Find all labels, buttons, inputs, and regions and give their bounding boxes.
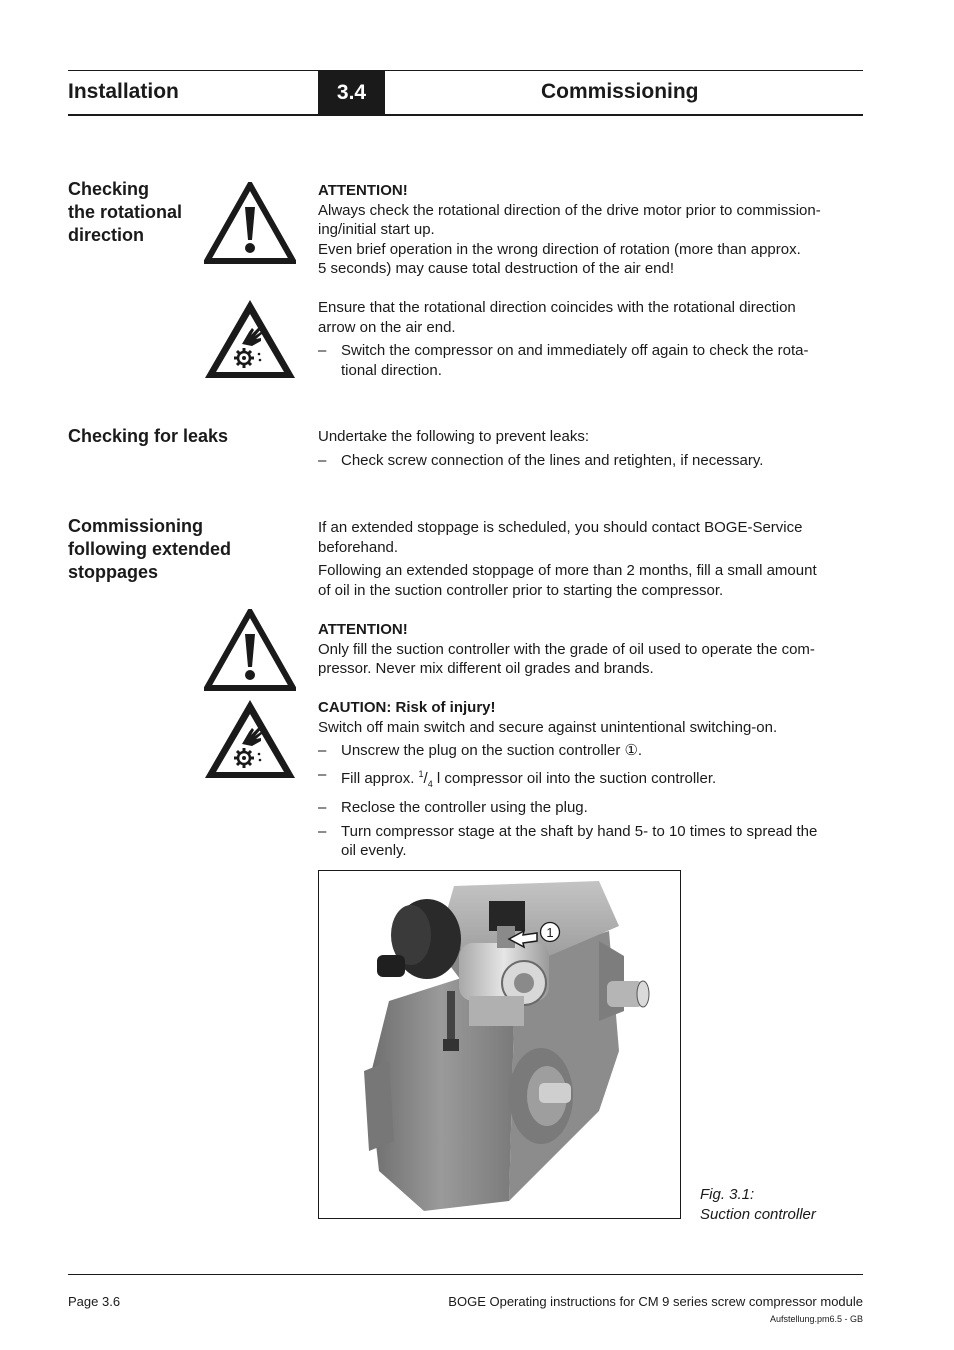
attention-text: Always check the rotational direction of the drive motor prior to commission- ing/initial start up. Even brief operation in the wrong direction of rotation (more than approx. 5 seconds) may cause total destruction of the air end!	[318, 201, 821, 277]
figure-frame	[318, 870, 681, 1219]
section-title: Commissioning	[541, 80, 699, 103]
rotation-section-title: Checking the rotational direction	[68, 179, 183, 245]
list-item: – Fill approx. $^1/_4$ l compressor oil into the suction controller.	[318, 765, 717, 789]
stoppage-attention-block: ATTENTION! Only fill the suction controller with the grade of oil used to operate the com- pressor. Never mix different oil grades and brands.	[318, 620, 866, 679]
file-reference: Aufstellung.pm6.5 - GB	[769, 1314, 863, 1324]
stoppage-section-title: Commissioning following extended stoppages	[68, 516, 232, 582]
header-bottom-rule	[68, 114, 863, 116]
attention-label: ATTENTION!	[318, 621, 408, 638]
rotation-ensure-block: Ensure that the rotational direction coincides with the rotational direction arrow on the air end. – Switch the compressor on and immediately off again to check the rota- tional direction.	[318, 298, 866, 380]
warning-triangle-icon	[204, 182, 296, 264]
warning-triangle-icon	[204, 609, 296, 691]
stoppage-caution-block: CAUTION: Risk of injury! Switch off main switch and secure against unintentional switching-on. – Unscrew the plug on the suction controller ①. – Fill approx. $^1/_4$ l compressor oil into the suction controller. – Reclose the controller using the plug. – Turn compressor stage at the shaft by hand 5- to 10 times to spread the oil evenly.	[318, 698, 866, 861]
rotation-attention-block	[318, 181, 866, 279]
hand-injury-gear-icon	[204, 698, 296, 780]
list-item: – Turn compressor stage at the shaft by hand 5- to 10 times to spread the oil evenly.	[318, 822, 818, 859]
caution-label: CAUTION: Risk of injury!	[318, 699, 496, 716]
callout-number: 1	[546, 925, 554, 940]
header-top-rule	[68, 70, 863, 71]
chapter-title: Installation	[68, 80, 179, 103]
list-item: – Check screw connection of the lines and retighten, if necessary.	[318, 451, 764, 469]
list-item: – Unscrew the plug on the suction controller ①.	[318, 742, 643, 759]
list-item: – Reclose the controller using the plug.	[318, 799, 588, 816]
document-title: BOGE Operating instructions for CM 9 series screw compressor module	[448, 1294, 863, 1309]
page-number: Page 3.6	[68, 1294, 121, 1309]
hand-injury-gear-icon	[204, 298, 296, 380]
stoppage-intro-block: If an extended stoppage is scheduled, you should contact BOGE-Service beforehand. Following an extended stoppage of more than 2 months, fill a small amount of oil in the suction controller prior to starting the compressor.	[318, 519, 817, 599]
list-item: – Switch the compressor on and immediately off again to check the rota- tional direction.	[318, 342, 809, 379]
compressor-module-illustration	[319, 871, 680, 1218]
section-number-badge: 3.4	[318, 71, 385, 115]
leaks-block: Undertake the following to prevent leaks: – Check screw connection of the lines and retighten, if necessary.	[318, 427, 866, 470]
attention-label: ATTENTION!	[318, 182, 408, 199]
footer-rule	[68, 1274, 863, 1275]
leaks-section-title: Checking for leaks	[68, 426, 229, 446]
figure-caption: Fig. 3.1: Suction controller	[700, 1186, 816, 1223]
